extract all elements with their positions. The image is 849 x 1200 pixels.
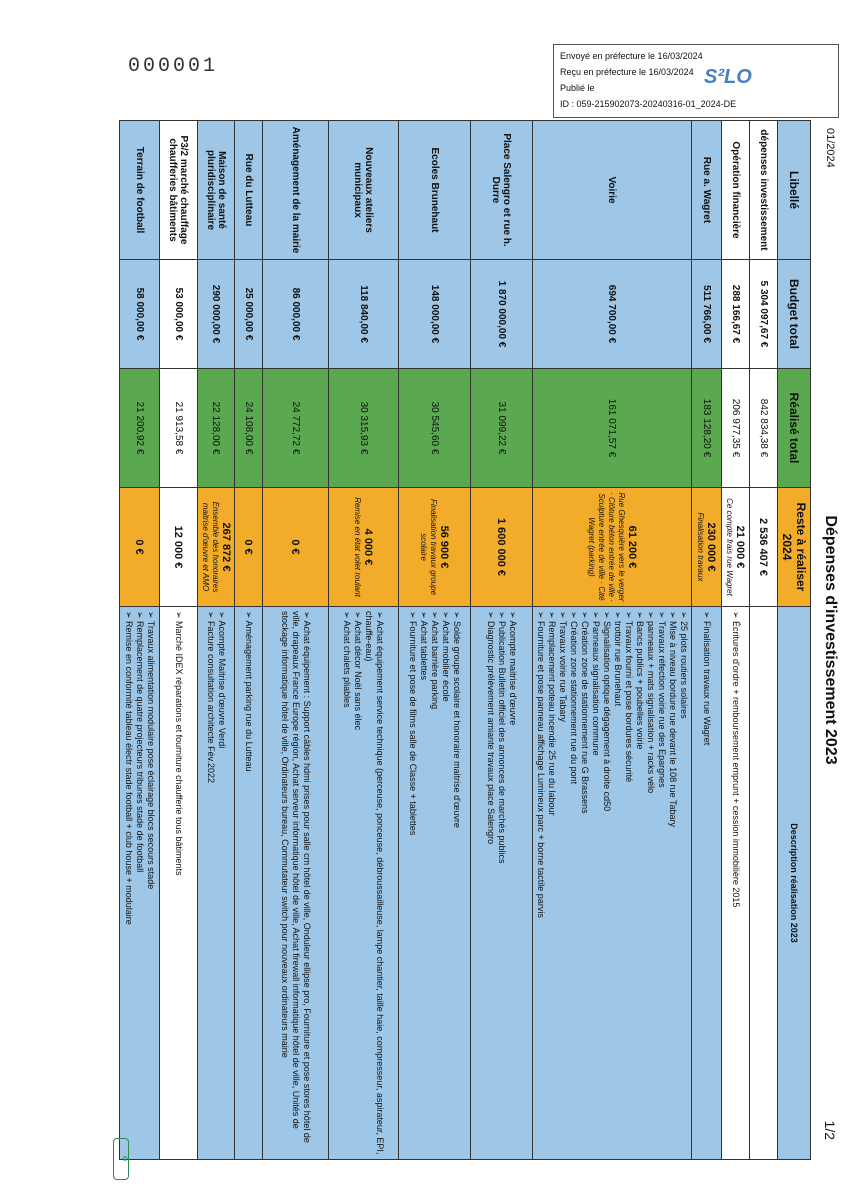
table-row	[750, 121, 778, 1160]
page-title: Dépenses d'investissement 2023	[822, 515, 839, 765]
table-row	[120, 121, 160, 1160]
row-realise: 24 772,72 €	[263, 369, 329, 488]
description-item: ➢ Marché IDEX réparations et fourniture chaufferie tous bâtiments	[173, 611, 184, 1155]
row-description	[198, 607, 235, 1160]
row-budget: 148 000,00 €	[399, 260, 471, 369]
description-item: ➢ Fourniture et pose de films salle de Classe + tablettes	[407, 611, 418, 1155]
col-reste: Reste à réaliser 2024	[778, 488, 811, 607]
row-description	[533, 607, 692, 1160]
row-label: Nouveaux ateliers municipaux	[329, 121, 399, 260]
row-description	[399, 607, 471, 1160]
row-budget: 288 166,67 €	[722, 260, 750, 369]
reste-note: Finalisation travaux	[696, 512, 706, 582]
row-realise: 22 128,00 €	[198, 369, 235, 488]
row-label: P3/2 marché chauffage chaufferies bâtiments	[160, 121, 198, 260]
row-description	[329, 607, 399, 1160]
table-row	[235, 121, 263, 1160]
description-item: ➢ Achat barrière parking	[429, 611, 440, 1155]
description-item: ➢ Travaux réfection voirie rue des Epargnes	[656, 611, 667, 1155]
row-label: Maison de santé pluridisciplinaire	[198, 121, 235, 260]
stamp-received: Reçu en préfecture le 16/03/2024	[560, 67, 694, 77]
row-label: Rue a. Wagret	[692, 121, 722, 260]
row-description	[120, 607, 160, 1160]
description-item: ➢ Achat équipement : Support câbles hdmi prises pour salle cm hôtel de ville, Onduleur ellipse pro, Fourniture et pose stores hôtel de ville, drapeaux France Europe région, Achat serveur informatique hôtel de ville, Achat firewall informatique hôtel de ville, Unités de stockage informatique hôtel de ville, Ordinateurs bureau, Commutateur switch pour nouveaux ordinateurs mairie	[279, 611, 312, 1155]
description-item: ➢ Facture consultation architecte Fév.2022	[205, 611, 216, 1155]
reste-amount: 4 000 €	[362, 528, 375, 566]
row-realise: 206 977,35 €	[722, 369, 750, 488]
row-budget: 86 000,00 €	[263, 260, 329, 369]
reste-amount: 21 000 €	[734, 525, 747, 569]
col-description: Description réalisation 2023	[778, 607, 811, 1160]
description-item: ➢ Création zone stationnement rue du pont	[568, 611, 579, 1155]
reste-note: Finalisation travaux groupe scolaire	[419, 498, 439, 596]
row-budget: 694 700,00 €	[533, 260, 692, 369]
reste-note: Remise en état volet roulant	[353, 497, 363, 597]
reste-amount: 12 000 €	[172, 525, 185, 569]
row-reste	[160, 488, 198, 607]
description-item: ➢ 25 plots routiers solaires	[678, 611, 689, 1155]
row-reste	[399, 488, 471, 607]
row-description	[750, 607, 778, 1160]
description-item: ➢ Travaux voirie rue Tabary	[557, 611, 568, 1155]
row-reste	[198, 488, 235, 607]
table-header-row	[778, 121, 811, 1160]
reste-amount: 0 €	[242, 539, 255, 555]
description-item: ➢ Bancs publics + poubelles voirie	[634, 611, 645, 1155]
description-item: ➢ Achat décor Noël sans élec	[353, 611, 364, 1155]
table-row	[263, 121, 329, 1160]
table-row	[533, 121, 692, 1160]
row-label: Ecoles Brunehaut	[399, 121, 471, 260]
description-item: ➢ Remplacement poteau incendie 25 rue du labour	[546, 611, 557, 1155]
row-realise: 30 315,93 €	[329, 369, 399, 488]
description-item: ➢ Acompte Maitrise d'œuvre Verdi	[216, 611, 227, 1155]
row-label: Rue du Lutteau	[235, 121, 263, 260]
col-realise: Réalisé total	[778, 369, 811, 488]
row-budget: 290 000,00 €	[198, 260, 235, 369]
reste-note: Ce compte frais rue Wagret	[725, 498, 735, 596]
reste-note: Rue Ghesquière vers le verger · Clôture béton entrée de ville · Sculpture entrée de ville · Cité Wagret (parking)	[587, 492, 626, 602]
ecocert-badge-icon: ♻	[113, 1138, 129, 1180]
row-realise: 183 128,20 €	[692, 369, 722, 488]
table-row	[160, 121, 198, 1160]
description-item: ➢ Finalisation travaux rue Wagret	[701, 611, 712, 1155]
description-item: ➢ Solde groupe scolaire et honoraire maitrise d'œuvre	[451, 611, 462, 1155]
description-item: ➢ Diagnostic prélèvement amiante travaux place Salengro	[485, 611, 496, 1155]
reste-amount: 1 600 000 €	[495, 517, 508, 577]
description-item: ➢ Travaux alimentation modulaire pose éclairage blocs secours stade	[145, 611, 156, 1155]
description-item: ➢ Acompte maitrise d'œuvre	[507, 611, 518, 1155]
table-row	[471, 121, 533, 1160]
row-description	[471, 607, 533, 1160]
description-item: ➢ Mise à niveau bordure rue devant le 108 rue Tabary	[667, 611, 678, 1155]
description-item: ➢ Publication Bulletin officiel des annonces de marchés publics	[496, 611, 507, 1155]
prefecture-stamp	[553, 44, 839, 118]
page-number: 1/2	[822, 1120, 838, 1140]
row-label: Aménagement de la mairie	[263, 121, 329, 260]
row-budget: 53 000,00 €	[160, 260, 198, 369]
description-item: ➢ Achat chalets pliables	[342, 611, 353, 1155]
row-description	[263, 607, 329, 1160]
table-row	[722, 121, 750, 1160]
description-item: ➢ Achat tablettes	[418, 611, 429, 1155]
row-description	[692, 607, 722, 1160]
row-realise: 21 913,58 €	[160, 369, 198, 488]
row-reste	[263, 488, 329, 607]
reste-amount: 267 872 €	[220, 522, 232, 572]
description-item: ➢ Écritures d'ordre + remboursement emprunt + cession immobilière 2015	[730, 611, 741, 1155]
description-item: ➢ Remise en conformité tableau électr stade football + club house + modulaire	[123, 611, 134, 1155]
date-label: 01/2024	[824, 128, 836, 168]
row-reste	[722, 488, 750, 607]
table-row	[329, 121, 399, 1160]
row-budget: 5 304 097,67 €	[750, 260, 778, 369]
description-item: ➢ Fourniture et pose panneau affichage Lumineux parc + borne tactile parvis	[535, 611, 546, 1155]
description-item: ➢ Aménagement parking rue du Lutteau	[243, 611, 254, 1155]
row-realise: 161 071,57 €	[533, 369, 692, 488]
row-description	[160, 607, 198, 1160]
row-reste	[692, 488, 722, 607]
description-item: ➢ Achat équipement service technique (perceuse, ponceuse, débroussailleuse, lampe chantier, taille haie, compresseur, aspirateur, EPI, chauffe-eau)	[364, 611, 386, 1155]
row-realise: 842 834,38 €	[750, 369, 778, 488]
reste-note: Ensemble des honoraires maitrise d'œuvre et AMO	[201, 501, 220, 593]
row-realise: 30 545,60 €	[399, 369, 471, 488]
reste-amount: 2 536 407 €	[757, 517, 770, 577]
reste-amount: 56 900 €	[438, 525, 451, 569]
row-label: dépenses investissement	[750, 121, 778, 260]
row-description	[722, 607, 750, 1160]
description-item: ➢ trottoir rue Brunehaut	[612, 611, 623, 1155]
row-budget: 58 000,00 €	[120, 260, 160, 369]
table-row	[198, 121, 235, 1160]
reste-amount: 0 €	[133, 539, 146, 555]
row-description	[235, 607, 263, 1160]
row-label: Voirie	[533, 121, 692, 260]
description-item: ➢ Panneaux signalisation commune	[590, 611, 601, 1155]
row-label: Place Salengro et rue h. Durre	[471, 121, 533, 260]
description-item: ➢ Création zone de stationnement rue G Brassens	[579, 611, 590, 1155]
description-item: ➢ Signalisation optique dégagement à droite cd50	[601, 611, 612, 1155]
sheet-number: 000001	[128, 55, 219, 78]
table-row	[399, 121, 471, 1160]
row-budget: 511 766,00 €	[692, 260, 722, 369]
description-item: ➢ Remplacement de quatre projecteurs tribunes stade de football	[134, 611, 145, 1155]
table-row	[692, 121, 722, 1160]
row-budget: 118 840,00 €	[329, 260, 399, 369]
description-item: ➢ panneaux + mats signalisation + racks vélo	[645, 611, 656, 1155]
investment-table	[119, 120, 811, 1160]
reste-amount: 61 200 €	[626, 525, 638, 569]
row-label: Opération financière	[722, 121, 750, 260]
row-budget: 25 000,00 €	[235, 260, 263, 369]
description-item: ➢ Travaux fourni et pose bordures sécurité	[623, 611, 634, 1155]
row-reste	[120, 488, 160, 607]
stamp-published: Publié le	[560, 83, 595, 93]
row-reste	[235, 488, 263, 607]
row-reste	[750, 488, 778, 607]
row-reste	[329, 488, 399, 607]
row-realise: 21 200,92 €	[120, 369, 160, 488]
col-label: Libellé	[778, 121, 811, 260]
rotated-table-area	[111, 120, 849, 1160]
col-budget: Budget total	[778, 260, 811, 369]
stamp-id: ID : 059-215902073-20240316-01_2024-DE	[560, 99, 737, 109]
row-reste	[533, 488, 692, 607]
row-reste	[471, 488, 533, 607]
description-item: ➢ Achat mobilier école	[440, 611, 451, 1155]
reste-amount: 0 €	[289, 539, 302, 555]
stamp-sent: Envoyé en préfecture le 16/03/2024	[560, 51, 703, 61]
reste-amount: 230 000 €	[705, 522, 718, 572]
row-realise: 31 099,22 €	[471, 369, 533, 488]
row-label: Terrain de football	[120, 121, 160, 260]
slo-logo: S²LO	[704, 66, 752, 88]
row-budget: 1 870 000,00 €	[471, 260, 533, 369]
row-realise: 24 108,00 €	[235, 369, 263, 488]
